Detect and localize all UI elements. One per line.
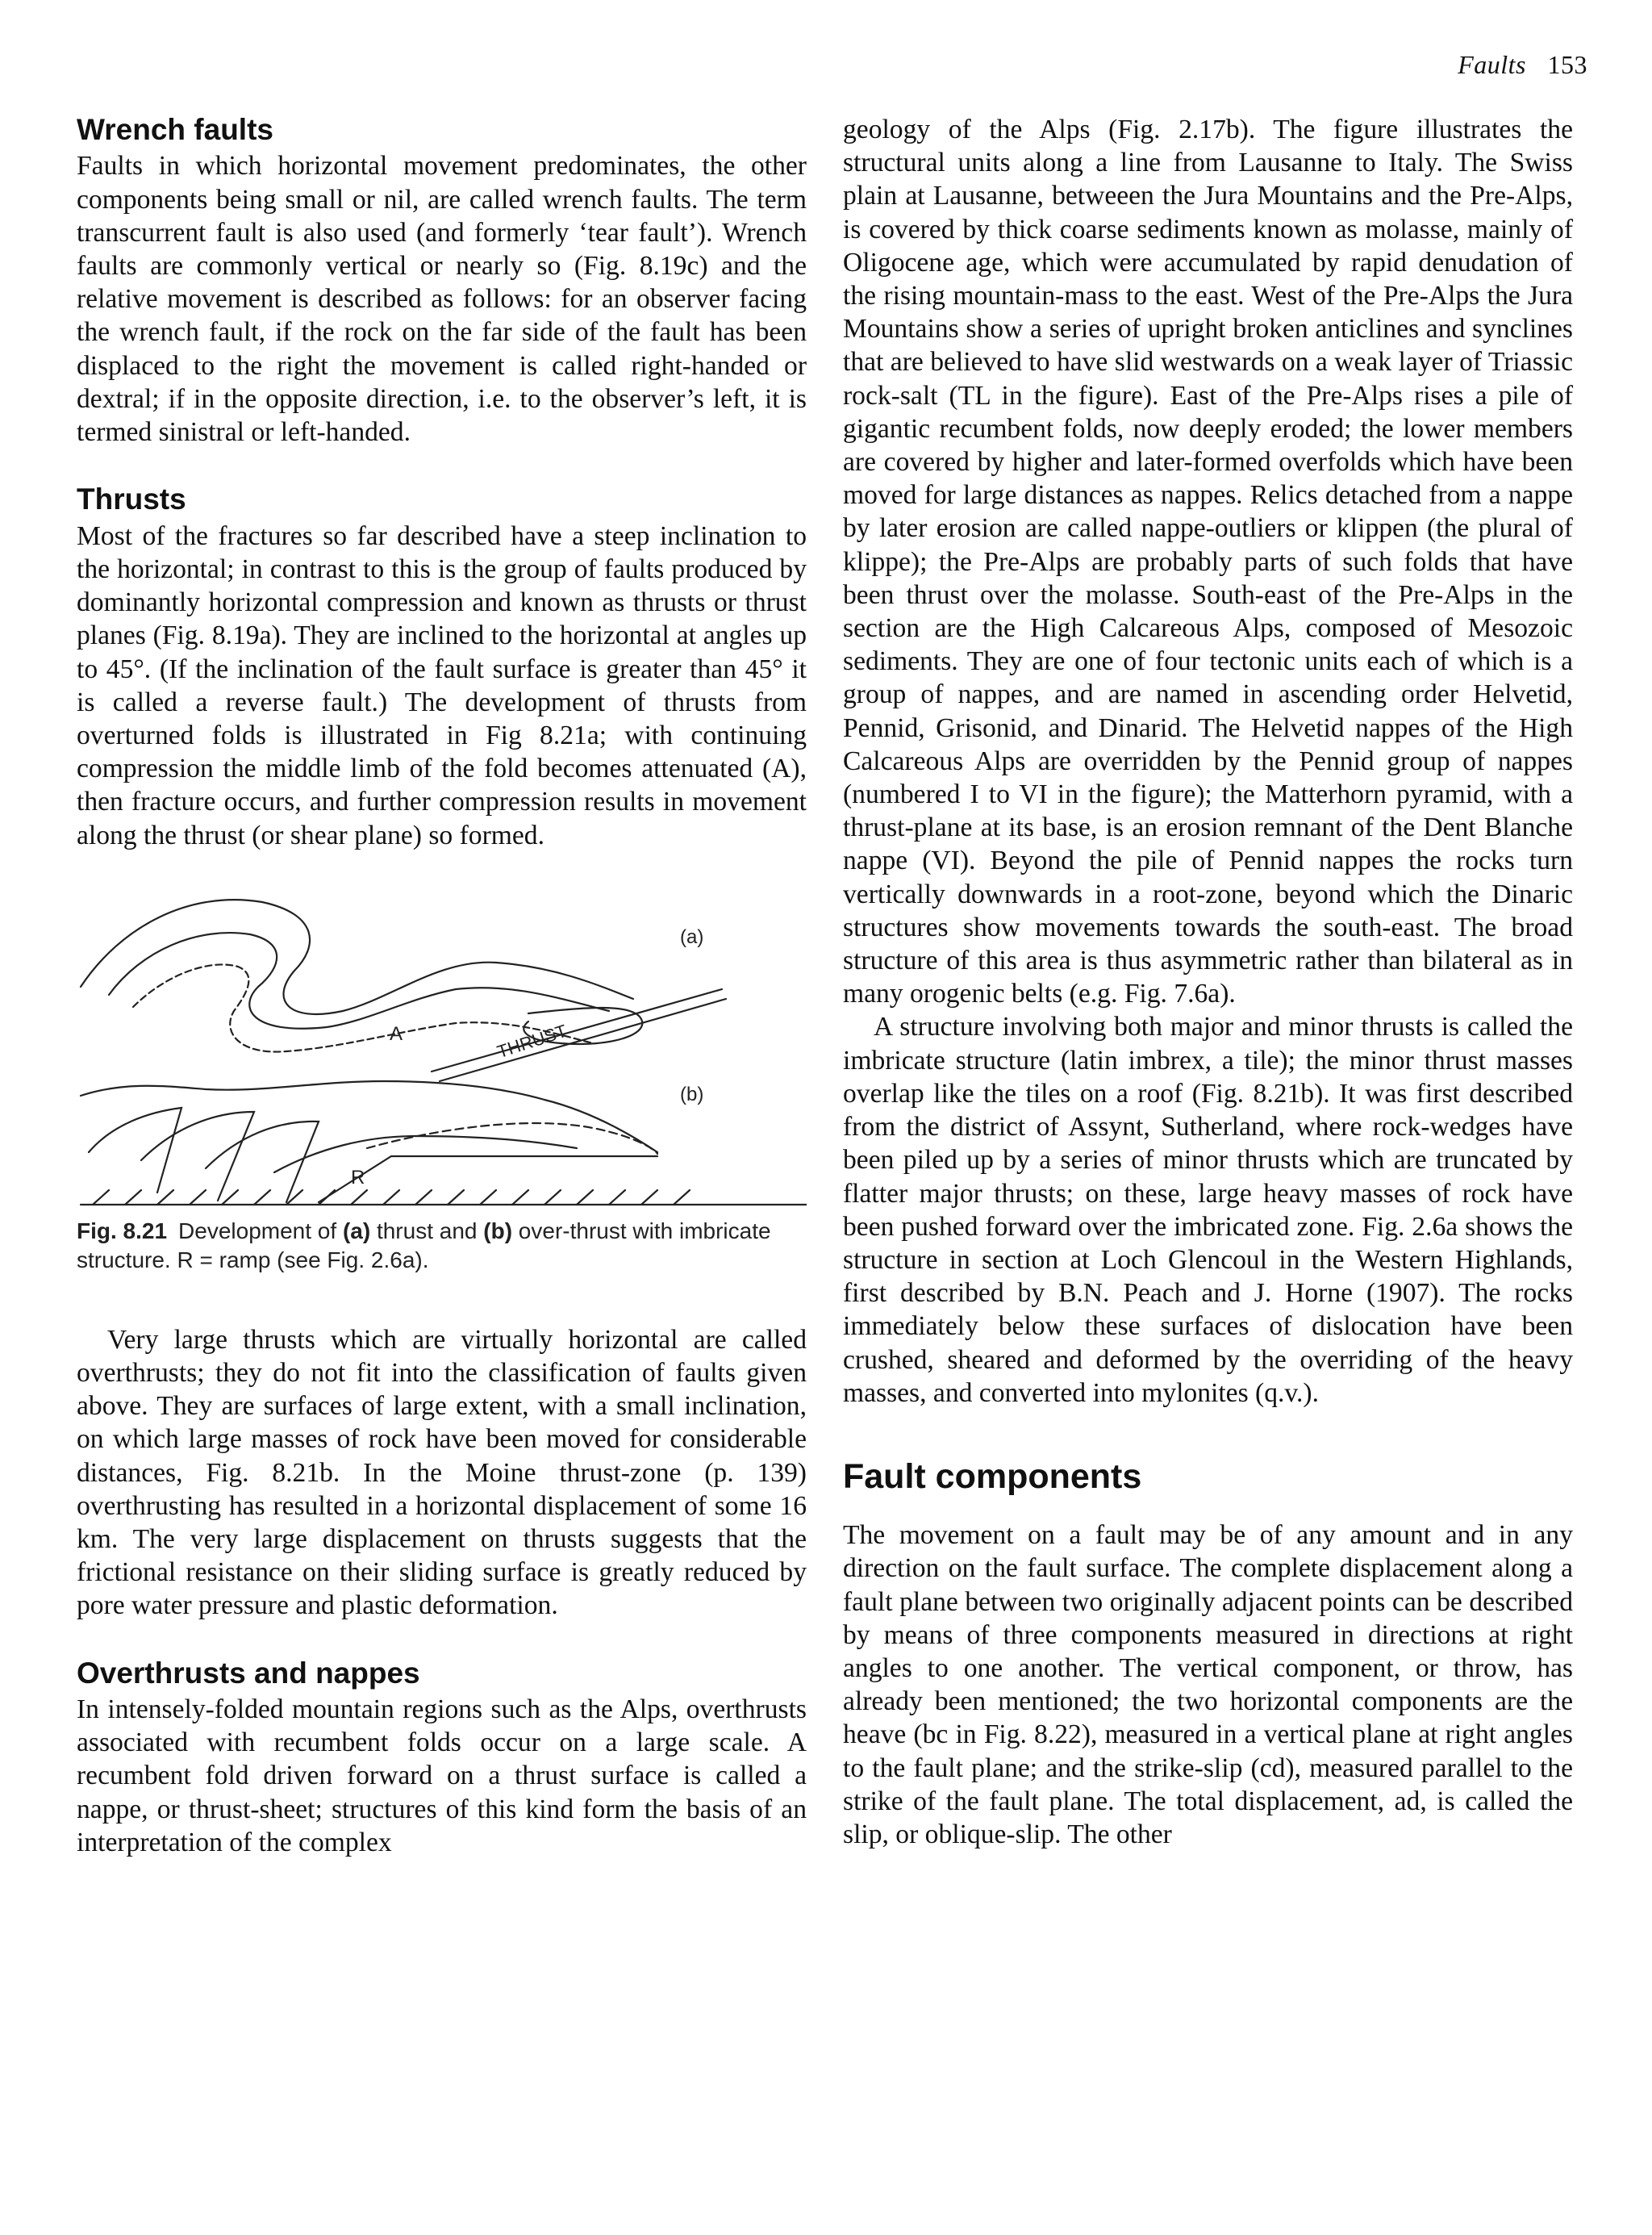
caption-a: (a)	[342, 1218, 371, 1243]
thrusts-paragraph: Most of the fractures so far described have a steep inclination to the horizontal; in contrast to this is the group of faults produced by dominantly horizontal compression and known as thrusts or thrust planes (Fig. 8.19a). They are inclined to the horizontal at angles up to 45°. (If the inclination of the fault surface is greater than 45° it is called a reverse fault.) The development of thrusts from overturned folds is illustrated in Fig 8.21a; with continuing compression the middle limb of the fold becomes attenuated (A), then fracture occurs, and further compression results in movement along the thrust (or shear plane) so formed.	[77, 520, 807, 850]
left-column	[77, 113, 807, 1859]
heading-overthrusts-nappes: Overthrusts and nappes	[77, 1656, 420, 1690]
fault-components-paragraph: The movement on a fault may be of any amount and in any direction on the fault surface. The complete displacement along a fault plane between two originally adjacent points can be described by means of three components measured in directions at right angles to one another. The vertical component, or throw, has already been mentioned; the two horizontal components are the heave (bc in Fig. 8.22), measured in a vertical plane at right angles to the fault plane; and the strike-slip (cd), measured parallel to the strike of the fault plane. The total displacement, ad, is called the slip, or oblique-slip. The other	[843, 1520, 1573, 1850]
caption-post: over-thrust with imbricate structure. R = ramp (see Fig. 2.6a).	[77, 1218, 771, 1272]
overthrusts-paragraph: Very large thrusts which are virtually horizontal are called overthrusts; they do not fit into the classification of faults given above. They are surfaces of large extent, with a small inclination, on which large masses of rock have been moved for considerable distances, Fig. 8.21b. In the Moine thrust-zone (p. 139) overthrusting has resulted in a horizontal displacement of some 16 km. The very large displacement on thrusts suggests that the frictional resistance on their sliding surface is greatly reduced by pore water pressure and plastic deformation.	[77, 1324, 807, 1621]
page-number: 153	[1547, 50, 1587, 79]
alps-geology-paragraph: geology of the Alps (Fig. 2.17b). The figure illustrates the structural units along a line from Lausanne to Italy. The Swiss plain at Lausanne, betweeen the Jura Mountains and the Pre-Alps, is covered by thick coarse sediments known as molasse, mainly of Oligocene age, which were accumulated by rapid denudation of the rising mountain-mass to the east. West of the Pre-Alps the Jura Mountains show a series of upright broken anticlines and synclines that are believed to have slid westwards on a weak layer of Triassic rock-salt (TL in the figure). East of the Pre-Alps rises a pile of gigantic recumbent folds, now deeply eroded; the lower members are covered by higher and later-formed overfolds which have been moved for large distances as nappes. Relics detached from a nappe by later erosion are called nappe-outliers or klippen (the plural of klippe); the Pre-Alps are probably parts of such folds that have been thrust over the molasse. South-east of the Pre-Alps in the section are the High Calcareous Alps, composed of Mesozoic sediments. They are one of four tectonic units each of which is a group of nappes, and are named in ascending order Helvetid, Pennid, Grisonid, and Dinarid. The Helvetid nappes of the High Calcareous Alps are overridden by the Pennid group of nappes (numbered I to VI in the figure); the Matterhorn pyramid, with a thrust-plane at its base, is an erosion remnant of the Dent Blanche nappe (VI). Beyond the pile of Pennid nappes the rocks turn vertically downwards in a root-zone, beyond which the Dinaric structures show movements towards the south-east. The broad structure of this area is thus asymmetric rather than bilateral as in many orogenic belts (e.g. Fig. 7.6a).	[843, 115, 1573, 1009]
figure-8-21	[77, 870, 807, 1289]
caption-b: (b)	[483, 1218, 513, 1243]
fold-a-inner	[109, 933, 609, 1029]
wrench-faults-paragraph: Faults in which horizontal movement predominates, the other components being small or nil, are called wrench faults. The term transcurrent fault is also used (and formerly ‘tear fault’). Wrench faults are commonly vertical or nearly so (Fig. 8.19c) and the relative movement is described as follows: for an observer facing the wrench fault, if the rock on the far side of the fault has been displaced to the right the movement is called right-handed or dextral; if in the opposite direction, i.e. to the observer’s left, it is termed sinistral or left-handed.	[77, 151, 807, 448]
caption-pre: Development of	[178, 1218, 343, 1243]
nappes-paragraph: In intensely-folded mountain regions such as the Alps, overthrusts associated with recumbent folds occur on a large scale. A recumbent fold driven forward on a thrust surface is called a nappe, or thrust-sheet; structures of this kind form the basis of an interpretation of the complex	[77, 1694, 807, 1857]
imbricate-top	[81, 1081, 657, 1152]
thrust-plane-a	[432, 989, 722, 1072]
right-column	[843, 113, 1573, 1851]
heading-wrench-faults: Wrench faults	[77, 113, 273, 146]
ramp	[319, 1156, 657, 1202]
fig-label-attenuated-A: A	[390, 1022, 403, 1045]
imbricate-structure-paragraph: A structure involving both major and minor thrusts is called the imbricate structure (latin imbrex, a tile); the minor thrust masses overlap like the tiles on a roof (Fig. 8.21b). It was first described from the district of Assynt, Sutherland, where rock-wedges have been piled up by a series of minor thrusts which are truncated by flatter major thrusts; on these, large heavy masses of rock have been pushed forward over the imbricated zone. Fig. 2.6a shows the structure in section at Loch Glencoul in the Western Highlands, first described by B.N. Peach and J. Horne (1907). The rocks immediately below these surfaces of dislocation have been crushed, sheared and deformed by the overriding of the heavy masses, and converted into mylonites (q.v.).	[843, 1012, 1573, 1408]
thrust-plane-a-2	[440, 999, 726, 1081]
fig-label-a: (a)	[680, 925, 704, 948]
heading-fault-components: Fault components	[843, 1456, 1142, 1496]
running-header	[1458, 50, 1587, 80]
overthrust-sheet	[367, 1123, 657, 1154]
caption-mid: thrust and	[370, 1218, 484, 1243]
imbricate-1	[89, 1108, 181, 1193]
imbricate-4	[274, 1136, 577, 1172]
fig-label-thrust: THRUST	[494, 1020, 569, 1062]
figure-caption	[77, 1217, 807, 1275]
fig-label-b: (b)	[680, 1083, 704, 1105]
running-title: Faults	[1458, 50, 1526, 79]
fold-thrust-diagram	[77, 870, 807, 1209]
caption-number: Fig. 8.21	[77, 1218, 168, 1243]
basement-hatch	[93, 1190, 690, 1205]
fig-label-ramp-R: R	[351, 1166, 365, 1189]
heading-thrusts: Thrusts	[77, 483, 186, 516]
